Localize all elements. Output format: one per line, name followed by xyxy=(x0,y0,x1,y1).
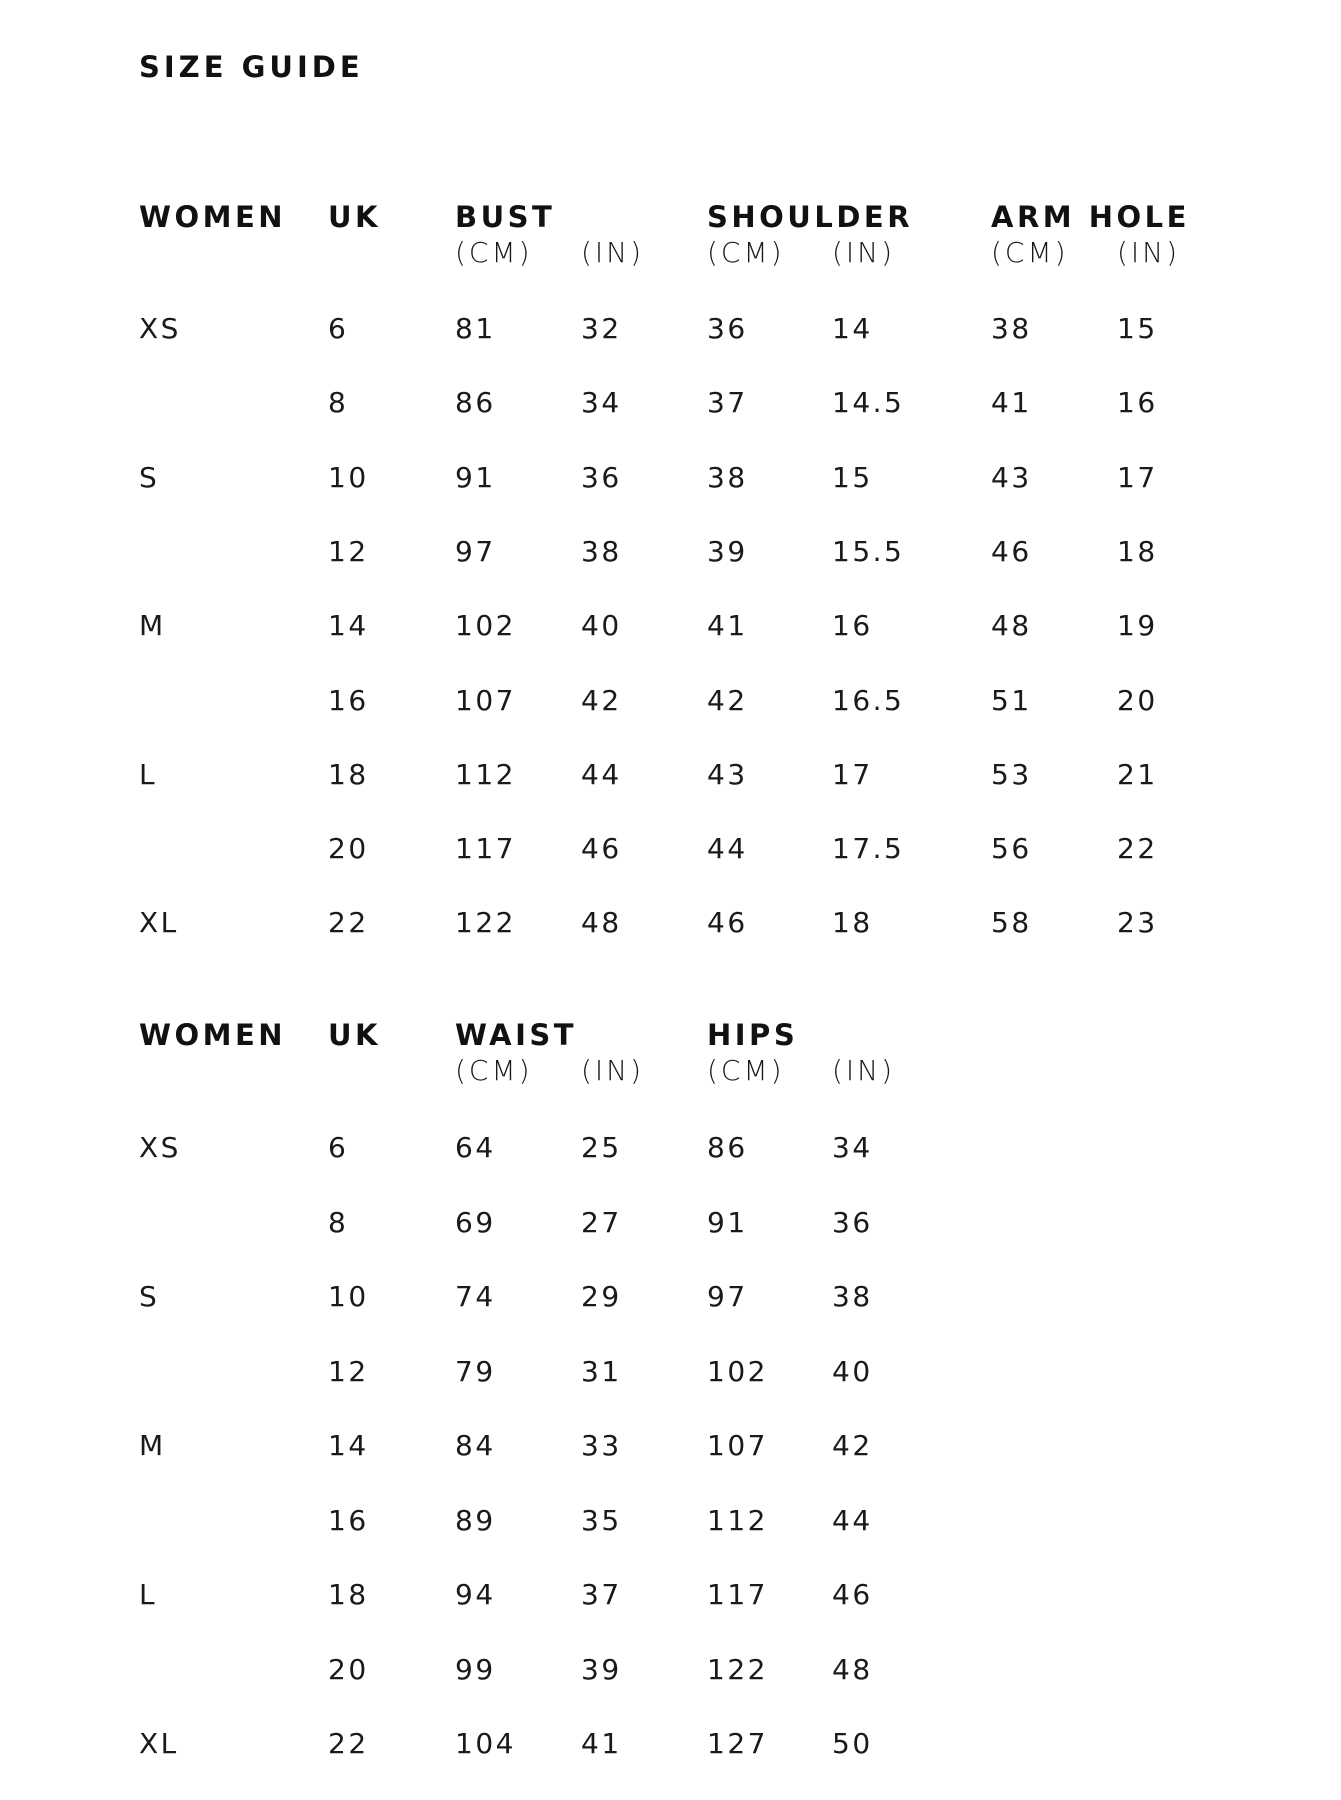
uk-size: 20 xyxy=(328,832,369,866)
measurement-cell: 38 xyxy=(991,312,1032,345)
measurement-cell: 64 xyxy=(455,1131,496,1164)
measurement-cell: 86 xyxy=(707,1131,748,1164)
measurement-cell: 39 xyxy=(707,534,748,568)
measurement-cell: 81 xyxy=(455,312,496,345)
measurement-cell: 104 xyxy=(455,1727,516,1760)
uk-size: 16 xyxy=(328,1503,369,1537)
measurement-cell: 41 xyxy=(581,1727,622,1760)
measurement-cell: 97 xyxy=(455,534,496,568)
header-waist: WAIST xyxy=(455,1018,578,1052)
measurement-cell: 37 xyxy=(707,386,748,420)
measurement-cell: 44 xyxy=(581,757,622,791)
uk-size: 6 xyxy=(328,312,349,345)
header-women: WOMEN xyxy=(139,1018,287,1052)
measurement-cell: 41 xyxy=(991,386,1032,420)
header-uk: UK xyxy=(328,200,382,234)
measurement-cell: 16 xyxy=(832,609,873,643)
measurement-cell: 25 xyxy=(581,1131,622,1164)
measurement-cell: 43 xyxy=(991,460,1032,494)
uk-size: 12 xyxy=(328,534,369,568)
measurement-cell: 39 xyxy=(581,1652,622,1686)
measurement-cell: 15.5 xyxy=(832,534,905,568)
measurement-cell: 40 xyxy=(832,1354,873,1388)
uk-size: 12 xyxy=(328,1354,369,1388)
measurement-cell: 37 xyxy=(581,1578,622,1611)
header-arm-hole: ARM HOLE xyxy=(991,200,1190,234)
uk-size: 14 xyxy=(328,609,369,643)
size-label: XL xyxy=(139,1727,179,1760)
measurement-cell: 35 xyxy=(581,1503,622,1537)
measurement-cell: 36 xyxy=(832,1205,873,1239)
measurement-cell: 32 xyxy=(581,312,622,345)
measurement-cell: 48 xyxy=(991,609,1032,643)
measurement-cell: 40 xyxy=(581,609,622,643)
measurement-cell: 14.5 xyxy=(832,386,905,420)
measurement-cell: 48 xyxy=(832,1652,873,1686)
uk-size: 10 xyxy=(328,460,369,494)
measurement-cell: 51 xyxy=(991,683,1032,717)
measurement-cell: 16 xyxy=(1117,386,1158,420)
measurement-cell: 107 xyxy=(707,1429,768,1462)
measurement-cell: 122 xyxy=(707,1652,768,1686)
uk-size: 10 xyxy=(328,1280,369,1313)
measurement-cell: 42 xyxy=(832,1429,873,1462)
measurement-cell: 46 xyxy=(581,832,622,866)
measurement-cell: 15 xyxy=(1117,312,1158,345)
measurement-cell: 42 xyxy=(581,683,622,717)
uk-size: 16 xyxy=(328,683,369,717)
header-uk: UK xyxy=(328,1018,382,1052)
unit-cm: (CM) xyxy=(455,236,533,269)
uk-size: 8 xyxy=(328,386,349,420)
measurement-cell: 23 xyxy=(1117,906,1158,940)
measurement-cell: 79 xyxy=(455,1354,496,1388)
measurement-cell: 38 xyxy=(581,534,622,568)
measurement-cell: 91 xyxy=(455,460,496,494)
size-label: L xyxy=(139,1578,158,1611)
measurement-cell: 99 xyxy=(455,1652,496,1686)
unit-in: (IN) xyxy=(1117,236,1181,269)
measurement-cell: 41 xyxy=(707,609,748,643)
header-women: WOMEN xyxy=(139,200,287,234)
uk-size: 18 xyxy=(328,757,369,791)
measurement-cell: 48 xyxy=(581,906,622,940)
page-title: SIZE GUIDE xyxy=(139,50,364,84)
measurement-cell: 91 xyxy=(707,1205,748,1239)
unit-in: (IN) xyxy=(581,1054,645,1087)
size-label: L xyxy=(139,757,158,791)
measurement-cell: 29 xyxy=(581,1280,622,1313)
uk-size: 14 xyxy=(328,1429,369,1462)
measurement-cell: 117 xyxy=(455,832,516,866)
measurement-cell: 17 xyxy=(1117,460,1158,494)
size-label: XS xyxy=(139,1131,181,1164)
measurement-cell: 46 xyxy=(991,534,1032,568)
unit-in: (IN) xyxy=(581,236,645,269)
measurement-cell: 20 xyxy=(1117,683,1158,717)
measurement-cell: 16.5 xyxy=(832,683,905,717)
measurement-cell: 84 xyxy=(455,1429,496,1462)
measurement-cell: 122 xyxy=(455,906,516,940)
unit-in: (IN) xyxy=(832,236,896,269)
unit-in: (IN) xyxy=(832,1054,896,1087)
measurement-cell: 112 xyxy=(707,1503,768,1537)
measurement-cell: 102 xyxy=(455,609,516,643)
measurement-cell: 89 xyxy=(455,1503,496,1537)
measurement-cell: 38 xyxy=(832,1280,873,1313)
unit-cm: (CM) xyxy=(707,236,785,269)
measurement-cell: 36 xyxy=(707,312,748,345)
measurement-cell: 50 xyxy=(832,1727,873,1760)
measurement-cell: 22 xyxy=(1117,832,1158,866)
uk-size: 22 xyxy=(328,906,369,940)
measurement-cell: 117 xyxy=(707,1578,768,1611)
measurement-cell: 44 xyxy=(832,1503,873,1537)
measurement-cell: 94 xyxy=(455,1578,496,1611)
uk-size: 20 xyxy=(328,1652,369,1686)
header-shoulder: SHOULDER xyxy=(707,200,914,234)
measurement-cell: 17 xyxy=(832,757,873,791)
measurement-cell: 33 xyxy=(581,1429,622,1462)
measurement-cell: 46 xyxy=(707,906,748,940)
size-label: S xyxy=(139,1280,160,1313)
uk-size: 22 xyxy=(328,1727,369,1760)
size-label: XL xyxy=(139,906,179,940)
size-label: M xyxy=(139,609,166,643)
measurement-cell: 53 xyxy=(991,757,1032,791)
measurement-cell: 34 xyxy=(581,386,622,420)
unit-cm: (CM) xyxy=(455,1054,533,1087)
measurement-cell: 42 xyxy=(707,683,748,717)
measurement-cell: 19 xyxy=(1117,609,1158,643)
measurement-cell: 56 xyxy=(991,832,1032,866)
measurement-cell: 127 xyxy=(707,1727,768,1760)
uk-size: 18 xyxy=(328,1578,369,1611)
uk-size: 8 xyxy=(328,1205,349,1239)
header-bust: BUST xyxy=(455,200,556,234)
measurement-cell: 31 xyxy=(581,1354,622,1388)
measurement-cell: 36 xyxy=(581,460,622,494)
unit-cm: (CM) xyxy=(991,236,1069,269)
measurement-cell: 58 xyxy=(991,906,1032,940)
measurement-cell: 43 xyxy=(707,757,748,791)
measurement-cell: 74 xyxy=(455,1280,496,1313)
header-hips: HIPS xyxy=(707,1018,799,1052)
measurement-cell: 46 xyxy=(832,1578,873,1611)
measurement-cell: 97 xyxy=(707,1280,748,1313)
measurement-cell: 18 xyxy=(832,906,873,940)
size-label: M xyxy=(139,1429,166,1462)
measurement-cell: 38 xyxy=(707,460,748,494)
measurement-cell: 15 xyxy=(832,460,873,494)
measurement-cell: 14 xyxy=(832,312,873,345)
measurement-cell: 18 xyxy=(1117,534,1158,568)
measurement-cell: 69 xyxy=(455,1205,496,1239)
measurement-cell: 17.5 xyxy=(832,832,905,866)
measurement-cell: 107 xyxy=(455,683,516,717)
size-label: XS xyxy=(139,312,181,345)
measurement-cell: 21 xyxy=(1117,757,1158,791)
measurement-cell: 34 xyxy=(832,1131,873,1164)
size-label: S xyxy=(139,460,160,494)
uk-size: 6 xyxy=(328,1131,349,1164)
measurement-cell: 86 xyxy=(455,386,496,420)
measurement-cell: 44 xyxy=(707,832,748,866)
measurement-cell: 112 xyxy=(455,757,516,791)
measurement-cell: 27 xyxy=(581,1205,622,1239)
measurement-cell: 102 xyxy=(707,1354,768,1388)
unit-cm: (CM) xyxy=(707,1054,785,1087)
